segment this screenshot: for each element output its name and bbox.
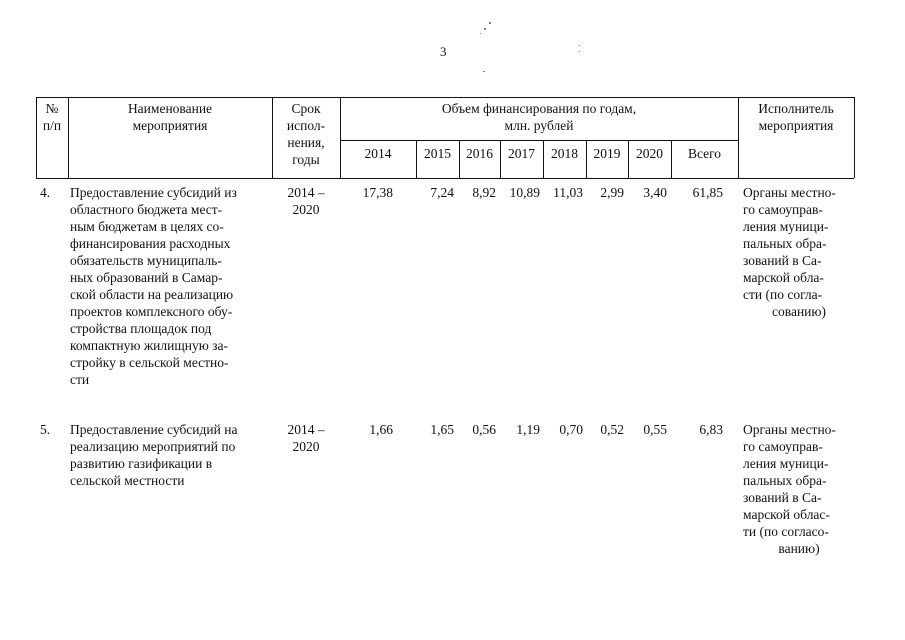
scan-speck [480, 33, 481, 34]
scan-speck [579, 51, 580, 52]
scan-speck [489, 22, 491, 24]
row-num: 5. [40, 422, 51, 437]
row-term: 2014 – 2020 [287, 422, 325, 454]
header-executor: Исполнитель мероприятия [758, 101, 834, 133]
scan-speck [483, 71, 485, 72]
value-2017: 10,89 [509, 185, 540, 200]
header-year-2014: 2014 [364, 146, 392, 161]
value-2014: 17,38 [362, 185, 393, 200]
header-funding: Объем финансирования по годам, млн. рублей [441, 101, 637, 133]
header-name: Наименование мероприятия [127, 101, 213, 133]
value-2019: 0,52 [600, 422, 624, 437]
row-name: Предоставление субсидий из областного бюджета мест- ным бюджетам в целях со- финансирования расходных обязательств муниципаль- ных образований в Самар- ской области на реализацию проектов комплексного обу- стройства площадок под компактную жилищную за- стройку в сельской местно- сти [70, 185, 237, 387]
header-term: Срок испол- нения, годы [286, 101, 326, 167]
value-total: 61,85 [692, 185, 723, 200]
header-num: № п/п [42, 101, 62, 133]
value-2016: 0,56 [472, 422, 496, 437]
row-num: 4. [40, 185, 51, 200]
row-executor: Органы местно- го самоуправ- ления муници- пальных обра- зований в Са- марской облас- ти (по согласо- ванию) [743, 422, 836, 556]
value-2017: 1,19 [516, 422, 540, 437]
header-year-2019: 2019 [593, 146, 621, 161]
value-total: 6,83 [699, 422, 723, 437]
scan-speck [579, 45, 580, 46]
value-2019: 2,99 [600, 185, 624, 200]
value-2020: 0,55 [643, 422, 667, 437]
header-year-2020: 2020 [636, 146, 663, 161]
value-2018: 11,03 [553, 185, 583, 200]
value-2020: 3,40 [643, 185, 667, 200]
value-2014: 1,66 [369, 422, 393, 437]
value-2016: 8,92 [472, 185, 496, 200]
header-total: Всего [687, 146, 722, 161]
value-2018: 0,70 [559, 422, 583, 437]
page-number: 3 [440, 44, 447, 59]
header-year-2017: 2017 [508, 146, 535, 161]
header-year-2015: 2015 [424, 146, 451, 161]
value-2015: 7,24 [430, 185, 454, 200]
row-term: 2014 – 2020 [287, 185, 325, 217]
value-2015: 1,65 [430, 422, 454, 437]
row-name: Предоставление субсидий на реализацию мероприятий по развитию газификации в сельской местности [70, 422, 238, 488]
header-year-2016: 2016 [466, 146, 493, 161]
header-year-2018: 2018 [551, 146, 578, 161]
scan-speck [484, 28, 486, 30]
row-executor: Органы местно- го самоуправ- ления муници- пальных обра- зований в Са- марской обла- сти (по согла- сованию) [743, 185, 836, 319]
